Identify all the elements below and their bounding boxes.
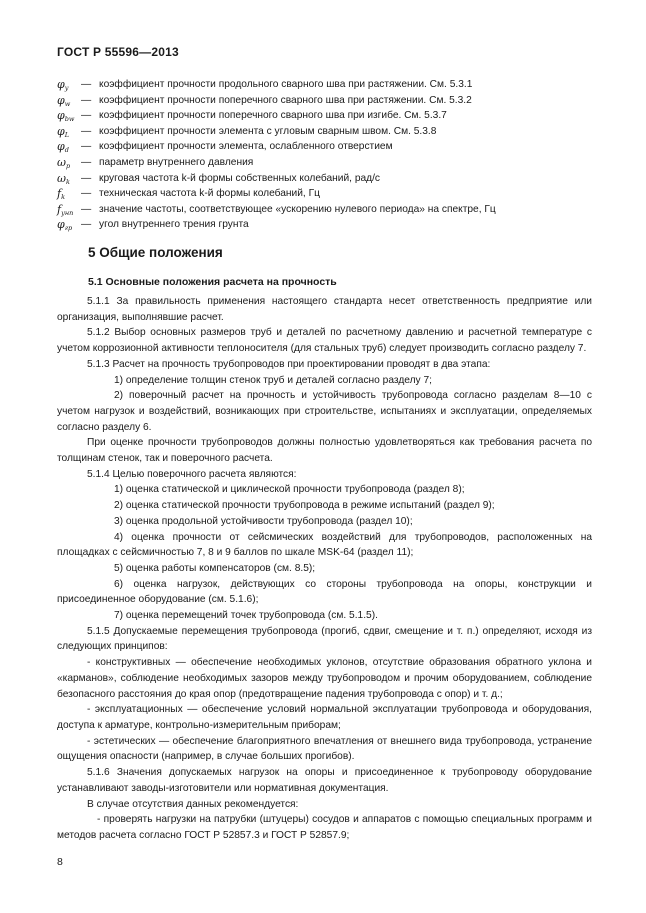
subsection-title: 5.1 Основные положения расчета на прочность: [88, 276, 337, 288]
symbol-row-phi-gr: [57, 217, 597, 233]
symbol-dash: —: [81, 141, 92, 153]
symbol-dash: —: [81, 156, 92, 168]
symbol-definition: параметр внутреннего давления: [99, 156, 254, 168]
p-5-1-3: 5.1.3 Расчет на прочность трубопроводов при проектировании проводят в два этапа:: [87, 358, 491, 370]
symbol-subscript: k: [61, 193, 66, 202]
p-5-1-4-item7: 7) оценка перемещений точек трубопровода (см. 5.1.5).: [114, 610, 378, 622]
symbol: [57, 108, 81, 124]
p-absence: В случае отсутствия данных рекомендуется:: [87, 798, 299, 810]
symbol: [57, 155, 81, 171]
symbol: [57, 171, 81, 187]
p-5-1-4-item1: 1) оценка статической и циклической прочности трубопровода (раздел 8);: [114, 484, 465, 496]
symbol-definition: коэффициент прочности элемента с угловым сварным швом. См. 5.3.8: [99, 125, 437, 137]
symbol-base: φ: [57, 109, 65, 123]
symbol-subscript: L: [64, 130, 70, 139]
symbol-definition: техническая частота k-й формы колебаний, Гц: [99, 188, 320, 200]
symbol-dash: —: [81, 219, 92, 231]
symbol-dash: —: [81, 79, 92, 90]
p-5-1-3-item1: 1) определение толщин стенок труб и деталей согласно разделу 7;: [114, 374, 432, 386]
document-header: ГОСТ Р 55596—2013: [57, 45, 179, 59]
symbol-subscript: унп: [61, 208, 74, 217]
symbol-subscript: p: [65, 161, 71, 170]
symbol-base: ω: [57, 171, 66, 185]
symbol: [57, 124, 81, 140]
symbol: [57, 202, 81, 218]
symbol-base: φ: [57, 124, 65, 138]
symbol-definition: круговая частота k-й формы собственных колебаний, рад/с: [99, 172, 381, 184]
symbol-dash: —: [81, 110, 92, 122]
symbol-definition: коэффициент прочности продольного сварного шва при растяжении. См. 5.3.1: [99, 79, 473, 90]
symbol-base: φ: [57, 218, 65, 232]
section-title: 5 Общие положения: [88, 245, 223, 260]
p-assessment: При оценке прочности трубопроводов должны полностью удовлетворяться как требования расчета по толщинам стенок, так и поверочного расчета.: [57, 437, 592, 465]
symbol-dash: —: [81, 94, 92, 106]
symbol-subscript: w: [64, 99, 71, 108]
symbol: [57, 77, 81, 93]
page-number: 8: [57, 856, 63, 868]
symbol-definition: коэффициент прочности поперечного сварного шва при изгибе. См. 5.3.7: [99, 110, 447, 122]
symbol-base: φ: [57, 78, 65, 91]
symbol-subscript: bw: [64, 115, 75, 124]
p-5-1-5-aesthetic: - эстетических — обеспечение благоприятного впечатления от внешнего вида трубопровода, устранение ощущения опасности (например, в случае больших прогибов).: [57, 735, 592, 763]
p-5-1-5-constructive: - конструктивных — обеспечение необходимых уклонов, отсутствие образования обратного уклона и «карманов», соблюдение необходимых зазоров между трубопроводом и прочим оборудованием, соблюдение безопасного расстояния до края опор (предотвращение падения трубопровода с опор) и т. д.;: [57, 657, 592, 700]
symbol: [57, 93, 81, 109]
symbol-definition: значение частоты, соответствующее «ускорению нулевого периода» на спектре, Гц: [99, 203, 496, 215]
p-5-1-4-item2: 2) оценка статической прочности трубопровода в режиме испытаний (раздел 9);: [114, 500, 495, 512]
p-5-1-6: 5.1.6 Значения допускаемых нагрузок на опоры и присоединенное к трубопроводу оборудование устанавливают заводы-изготовители или нормативная документация.: [57, 767, 592, 794]
p-5-1-4-item5: 5) оценка работы компенсаторов (см. 8.5);: [114, 562, 316, 574]
symbol-subscript: k: [65, 177, 70, 186]
symbol-row-phi-w: [57, 93, 597, 109]
symbol-row-f-k: [57, 186, 597, 202]
symbol-list: [57, 77, 597, 233]
symbol-base: f: [57, 202, 62, 216]
p-5-1-1: 5.1.1 За правильность применения настоящего стандарта несет ответственность предприятие или организация, выполнявшие расчет.: [57, 296, 592, 323]
symbol-definition: угол внутреннего трения грунта: [99, 219, 249, 231]
symbol-subscript: гр: [64, 224, 73, 233]
symbol-definition: коэффициент прочности поперечного сварного шва при растяжении. См. 5.3.2: [99, 94, 472, 106]
symbol-row-phi-y: [57, 77, 597, 93]
p-5-1-5-operational: - эксплуатационных — обеспечение условий нормальной эксплуатации трубопровода и оборудования, доступа к арматуре, контрольно-измерительным приборам;: [57, 704, 592, 731]
p-5-1-4-item4: 4) оценка прочности от сейсмических воздействий для трубопроводов, расположенных на площадках с сейсмичностью 7, 8 и 9 баллов по шкале MSK-64 (раздел 11);: [57, 531, 592, 559]
symbol-definition: коэффициент прочности элемента, ослабленного отверстием: [99, 141, 393, 153]
symbol-subscript: y: [64, 84, 69, 92]
symbol-dash: —: [81, 188, 92, 200]
symbol-dash: —: [81, 172, 92, 184]
body-text: [57, 294, 592, 844]
symbol: [57, 217, 81, 233]
symbol: [57, 139, 81, 155]
symbol-base: f: [57, 187, 62, 201]
symbol-base: φ: [57, 140, 65, 154]
symbol-base: φ: [57, 93, 65, 107]
symbol-subscript: d: [64, 146, 69, 155]
p-5-1-5: 5.1.5 Допускаемые перемещения трубопровода (прогиб, сдвиг, смещение и т. п.) определяют, исходя из следующих принципов:: [57, 625, 592, 653]
p-check-loads: - проверять нагрузки на патрубки (штуцеры) сосудов и аппаратов с помощью специальных программ и методов расчета согласно ГОСТ Р 52857.3 и ГОСТ Р 52857.9;: [57, 814, 592, 841]
p-5-1-4-item3: 3) оценка продольной устойчивости трубопровода (раздел 10);: [114, 515, 413, 527]
symbol-row-omega-k: [57, 171, 597, 187]
symbol: [57, 186, 81, 202]
symbol-row-omega-p: [57, 155, 597, 171]
symbol-row-f-ynp: [57, 202, 597, 218]
p-5-1-3-item2: 2) поверочный расчет на прочность и устойчивость трубопровода согласно разделам 8—10 с учетом нагрузок и воздействий, возникающих при строительстве, испытаниях и эксплуатации, определяемых согласно разделу 6.: [57, 390, 592, 433]
symbol-dash: —: [81, 203, 92, 215]
p-5-1-4: 5.1.4 Целью поверочного расчета являются:: [87, 468, 297, 480]
p-5-1-2: 5.1.2 Выбор основных размеров труб и деталей по расчетному давлению и расчетной температуре с учетом коррозионной активности теплоносителя (для стальных труб) следует производить согласно разделу 7.: [57, 327, 592, 355]
symbol-row-phi-l: [57, 124, 597, 140]
symbol-base: ω: [57, 155, 66, 169]
symbol-dash: —: [81, 125, 92, 137]
symbol-row-phi-d: [57, 139, 597, 155]
symbol-row-phi-bw: [57, 108, 597, 124]
p-5-1-4-item6: 6) оценка нагрузок, действующих со стороны трубопровода на опоры, конструкции и присоединенное оборудование (см. 5.1.6);: [57, 578, 592, 606]
